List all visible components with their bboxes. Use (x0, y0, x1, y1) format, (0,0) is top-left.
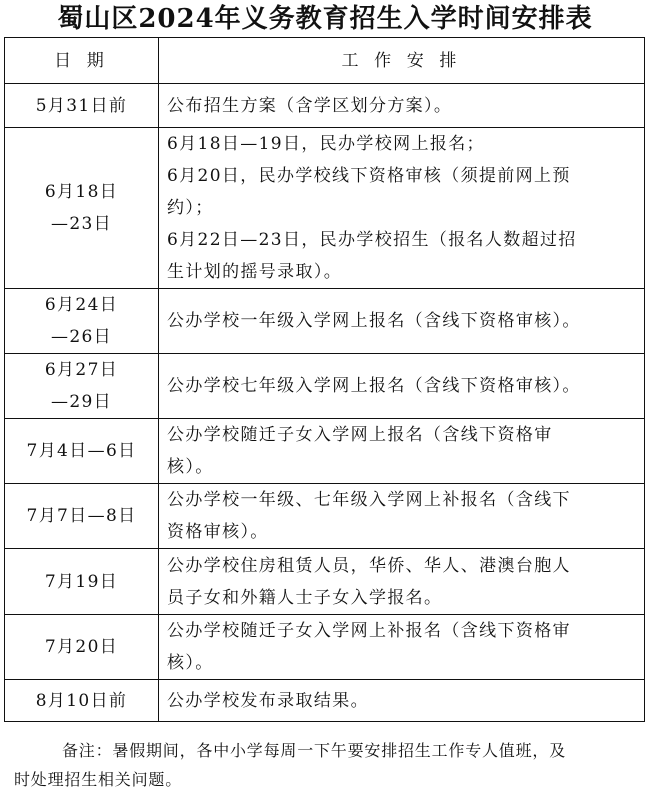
work-cell (159, 128, 645, 289)
date-text: —26日 (50, 327, 113, 347)
work-cell (159, 615, 645, 680)
work-text: 6月18日—19日，民办学校网上报名； (167, 134, 485, 154)
work-text: 公办学校七年级入学网上报名（含线下资格审核）。 (167, 376, 581, 396)
work-text: 员子女和外籍人士子女入学报名。 (167, 587, 443, 608)
date-cell (5, 128, 159, 289)
table-row (5, 484, 645, 549)
date-column-header: 日 期 (5, 38, 159, 84)
footnote (14, 736, 634, 794)
work-text: 公办学校住房租赁人员，华侨、华人、港澳台胞人 (167, 555, 571, 576)
table-header-row (5, 38, 645, 84)
date-cell (5, 484, 159, 549)
schedule-rows (5, 84, 645, 722)
date-cell (5, 84, 159, 128)
schedule-table (4, 37, 645, 722)
work-column-header: 工 作 安 排 (159, 38, 645, 84)
document-title: 蜀山区2024年义务教育招生入学时间安排表 (57, 4, 593, 34)
table-row (5, 84, 645, 128)
date-cell (5, 419, 159, 484)
work-cell (159, 419, 645, 484)
date-text: 7月19日 (44, 571, 119, 592)
date-cell (5, 354, 159, 419)
date-text: —23日 (50, 214, 113, 234)
date-cell (5, 680, 159, 722)
date-text: 7月7日—8日 (26, 506, 137, 526)
work-text: 核）。 (167, 653, 214, 673)
date-text: 8月10日前 (35, 690, 128, 711)
date-text: 6月27日 (44, 360, 119, 380)
footnote-line: 时处理招生相关问题。 (14, 770, 183, 789)
date-text: 5月31日前 (35, 95, 128, 116)
date-text: —29日 (50, 392, 113, 412)
work-text: 核）。 (167, 457, 214, 477)
table-row (5, 680, 645, 722)
work-text: 公办学校发布录取结果。 (167, 690, 369, 711)
work-cell (159, 484, 645, 549)
table-row (5, 289, 645, 354)
date-text: 7月4日—6日 (26, 441, 137, 461)
work-text: 公办学校随迁子女入学网上补报名（含线下资格审 (167, 621, 571, 641)
date-cell (5, 289, 159, 354)
work-cell (159, 84, 645, 128)
table-row (5, 615, 645, 680)
work-cell (159, 289, 645, 354)
date-cell (5, 549, 159, 615)
work-text: 6月20日，民办学校线下资格审核（须提前网上预 (167, 166, 571, 186)
work-text: 生计划的摇号录取）。 (167, 262, 343, 282)
table-row (5, 549, 645, 615)
date-text: 7月20日 (44, 637, 119, 657)
work-text: 公办学校随迁子女入学网上报名（含线下资格审 (167, 425, 553, 445)
work-text: 公办学校一年级入学网上报名（含线下资格审核）。 (167, 311, 581, 331)
date-text: 6月18日 (44, 182, 119, 202)
work-text: 公办学校一年级、七年级入学网上补报名（含线下 (167, 490, 571, 510)
footnote-line: 备注：暑假期间，各中小学每周一下午要安排招生工作专人值班，及 (62, 741, 567, 760)
work-text: 6月22日—23日，民办学校招生（报名人数超过招 (167, 230, 577, 250)
work-text: 公布招生方案（含学区划分方案）。 (167, 95, 453, 116)
work-text: 约）； (167, 198, 214, 218)
work-text: 资格审核）。 (167, 522, 269, 542)
date-cell (5, 615, 159, 680)
table-row (5, 354, 645, 419)
work-cell (159, 549, 645, 615)
table-row (5, 419, 645, 484)
work-cell (159, 680, 645, 722)
table-row (5, 128, 645, 289)
date-text: 6月24日 (44, 295, 119, 315)
work-cell (159, 354, 645, 419)
